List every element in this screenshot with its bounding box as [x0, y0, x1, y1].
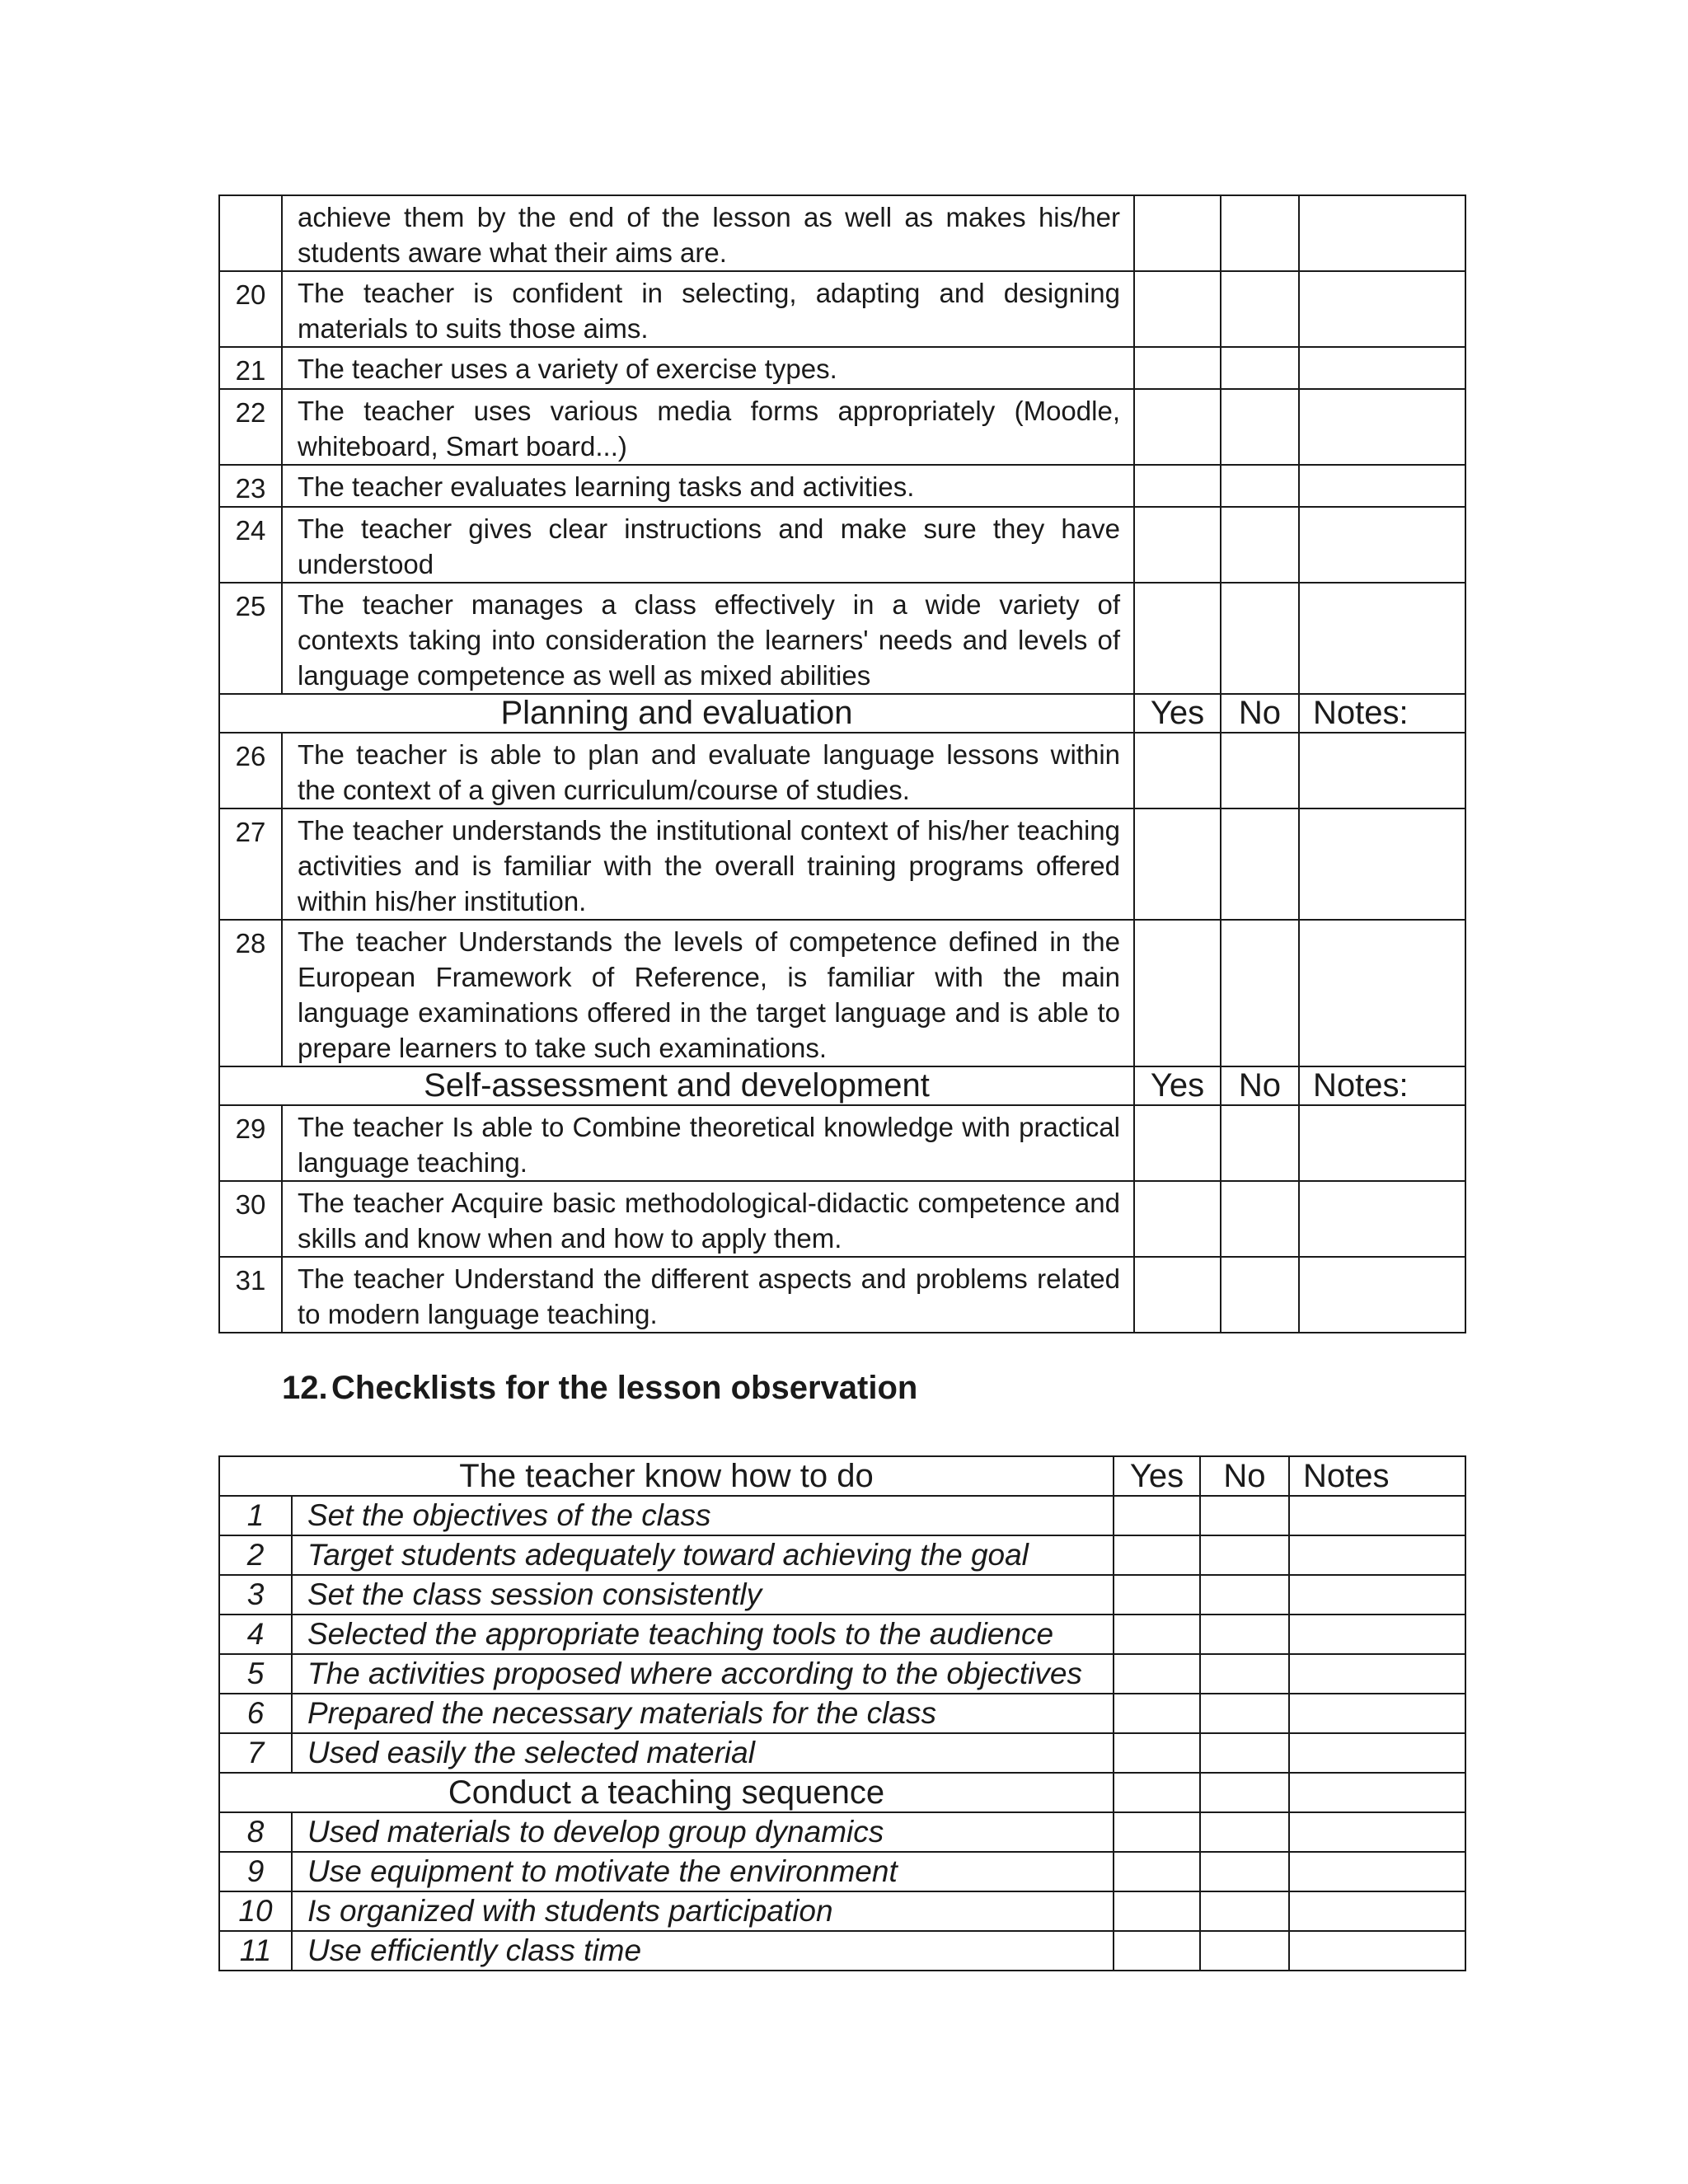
no-checkbox-cell[interactable]	[1221, 465, 1299, 507]
item-description: The teacher Is able to Combine theoretical knowledge with practical language teaching.	[282, 1105, 1134, 1181]
table-row	[219, 1812, 1465, 1852]
table-row	[219, 1535, 1465, 1575]
yes-checkbox-cell[interactable]	[1134, 507, 1221, 583]
yes-checkbox-cell[interactable]	[1134, 1181, 1221, 1257]
lesson-observation-table	[218, 1455, 1466, 1971]
item-description: The teacher Understand the different aspects and problems related to modern language teaching.	[282, 1257, 1134, 1333]
yes-column-header: Yes	[1114, 1456, 1200, 1496]
no-checkbox-cell[interactable]	[1221, 271, 1299, 347]
yes-checkbox-cell[interactable]	[1134, 1257, 1221, 1333]
yes-checkbox-cell[interactable]	[1114, 1535, 1200, 1575]
table-row	[219, 920, 1465, 1066]
notes-cell[interactable]	[1289, 1535, 1465, 1575]
item-number: 29	[219, 1105, 282, 1181]
notes-cell[interactable]	[1299, 271, 1465, 347]
yes-checkbox-cell[interactable]	[1134, 465, 1221, 507]
item-number: 26	[219, 733, 282, 808]
notes-cell[interactable]	[1299, 389, 1465, 465]
table-row	[219, 733, 1465, 808]
item-number: 25	[219, 583, 282, 694]
item-number: 22	[219, 389, 282, 465]
table-row	[219, 1105, 1465, 1181]
item-number: 31	[219, 1257, 282, 1333]
no-checkbox-cell[interactable]	[1221, 347, 1299, 389]
no-checkbox-cell[interactable]	[1200, 1852, 1289, 1891]
table-row	[219, 389, 1465, 465]
no-checkbox-cell[interactable]	[1200, 1496, 1289, 1535]
competence-checklist-table	[218, 194, 1466, 1333]
section-header-row	[219, 694, 1465, 733]
yes-checkbox-cell[interactable]	[1134, 195, 1221, 271]
notes-column-header	[1289, 1773, 1465, 1812]
item-number: 1	[219, 1496, 292, 1535]
notes-column-header: Notes:	[1299, 1066, 1465, 1105]
item-number: 7	[219, 1733, 292, 1773]
no-column-header: No	[1200, 1456, 1289, 1496]
notes-cell[interactable]	[1299, 920, 1465, 1066]
section-number: 12.	[282, 1370, 328, 1406]
item-number: 4	[219, 1615, 292, 1654]
table-row	[219, 507, 1465, 583]
section-title-cell: Planning and evaluation	[219, 694, 1134, 733]
no-column-header: No	[1221, 694, 1299, 733]
section-header-row	[219, 1456, 1465, 1496]
yes-column-header: Yes	[1134, 694, 1221, 733]
item-description: Use equipment to motivate the environment	[292, 1852, 1114, 1891]
item-description: The teacher gives clear instructions and make sure they have understood	[282, 507, 1134, 583]
item-description: The teacher Acquire basic methodological-didactic competence and skills and know when and how to apply them.	[282, 1181, 1134, 1257]
notes-cell[interactable]	[1299, 1105, 1465, 1181]
notes-cell[interactable]	[1299, 583, 1465, 694]
no-checkbox-cell[interactable]	[1221, 507, 1299, 583]
table-row	[219, 1181, 1465, 1257]
item-number: 8	[219, 1812, 292, 1852]
section-header-row	[219, 1066, 1465, 1105]
no-checkbox-cell[interactable]	[1200, 1615, 1289, 1654]
yes-checkbox-cell[interactable]	[1114, 1852, 1200, 1891]
item-description: Set the objectives of the class	[292, 1496, 1114, 1535]
table-row	[219, 1694, 1465, 1733]
no-checkbox-cell[interactable]	[1221, 920, 1299, 1066]
yes-checkbox-cell[interactable]	[1114, 1733, 1200, 1773]
no-checkbox-cell[interactable]	[1200, 1575, 1289, 1615]
notes-column-header: Notes:	[1299, 694, 1465, 733]
table-row	[219, 1615, 1465, 1654]
yes-checkbox-cell[interactable]	[1114, 1694, 1200, 1733]
item-number	[219, 195, 282, 271]
item-description: The teacher understands the institutional context of his/her teaching activities and is familiar with the overall training programs offered within his/her institution.	[282, 808, 1134, 920]
yes-checkbox-cell[interactable]	[1134, 808, 1221, 920]
yes-checkbox-cell[interactable]	[1114, 1812, 1200, 1852]
item-description: Target students adequately toward achieving the goal	[292, 1535, 1114, 1575]
no-column-header: No	[1221, 1066, 1299, 1105]
section-title: Checklists for the lesson observation	[331, 1370, 918, 1406]
table-row	[219, 808, 1465, 920]
table-row	[219, 271, 1465, 347]
table-row	[219, 1575, 1465, 1615]
no-checkbox-cell[interactable]	[1200, 1931, 1289, 1971]
notes-cell[interactable]	[1289, 1496, 1465, 1535]
section-title-cell: Self-assessment and development	[219, 1066, 1134, 1105]
section-header-row	[219, 1773, 1465, 1812]
notes-cell[interactable]	[1289, 1931, 1465, 1971]
table-row	[219, 1257, 1465, 1333]
notes-cell[interactable]	[1289, 1575, 1465, 1615]
notes-cell[interactable]	[1299, 347, 1465, 389]
no-checkbox-cell[interactable]	[1221, 389, 1299, 465]
table-row	[219, 195, 1465, 271]
section-title-cell: Conduct a teaching sequence	[219, 1773, 1114, 1812]
table-row	[219, 1654, 1465, 1694]
yes-checkbox-cell[interactable]	[1134, 347, 1221, 389]
table-row	[219, 1931, 1465, 1971]
item-description: Is organized with students participation	[292, 1891, 1114, 1931]
notes-cell[interactable]	[1299, 808, 1465, 920]
yes-checkbox-cell[interactable]	[1114, 1575, 1200, 1615]
yes-checkbox-cell[interactable]	[1134, 1105, 1221, 1181]
section-heading	[282, 1368, 917, 1408]
yes-column-header: Yes	[1134, 1066, 1221, 1105]
item-description: The activities proposed where according to the objectives	[292, 1654, 1114, 1694]
notes-cell[interactable]	[1289, 1891, 1465, 1931]
notes-cell[interactable]	[1299, 507, 1465, 583]
table-row	[219, 465, 1465, 507]
item-description: Selected the appropriate teaching tools to the audience	[292, 1615, 1114, 1654]
yes-column-header	[1114, 1773, 1200, 1812]
table-row	[219, 1891, 1465, 1931]
yes-checkbox-cell[interactable]	[1134, 389, 1221, 465]
table-row	[219, 1733, 1465, 1773]
no-checkbox-cell[interactable]	[1221, 733, 1299, 808]
item-description: achieve them by the end of the lesson as well as makes his/her students aware what their aims are.	[282, 195, 1134, 271]
no-checkbox-cell[interactable]	[1200, 1694, 1289, 1733]
no-checkbox-cell[interactable]	[1221, 1181, 1299, 1257]
no-checkbox-cell[interactable]	[1200, 1654, 1289, 1694]
notes-cell[interactable]	[1299, 195, 1465, 271]
no-checkbox-cell[interactable]	[1200, 1733, 1289, 1773]
item-description: The teacher is confident in selecting, adapting and designing materials to suits those aims.	[282, 271, 1134, 347]
notes-cell[interactable]	[1289, 1654, 1465, 1694]
notes-cell[interactable]	[1299, 1257, 1465, 1333]
item-description: Set the class session consistently	[292, 1575, 1114, 1615]
item-number: 5	[219, 1654, 292, 1694]
item-description: The teacher Understands the levels of competence defined in the European Framework of Reference, is familiar with the main language examinations offered in the target language and is able to prepare learners to take such examinations.	[282, 920, 1134, 1066]
no-checkbox-cell[interactable]	[1221, 195, 1299, 271]
item-description: The teacher uses various media forms appropriately (Moodle, whiteboard, Smart board...)	[282, 389, 1134, 465]
yes-checkbox-cell[interactable]	[1134, 583, 1221, 694]
item-number: 9	[219, 1852, 292, 1891]
item-number: 20	[219, 271, 282, 347]
yes-checkbox-cell[interactable]	[1114, 1496, 1200, 1535]
yes-checkbox-cell[interactable]	[1114, 1931, 1200, 1971]
item-number: 24	[219, 507, 282, 583]
item-description: The teacher manages a class effectively in a wide variety of contexts taking into consideration the learners' needs and levels of language competence as well as mixed abilities	[282, 583, 1134, 694]
no-column-header	[1200, 1773, 1289, 1812]
notes-cell[interactable]	[1299, 1181, 1465, 1257]
item-number: 6	[219, 1694, 292, 1733]
notes-cell[interactable]	[1299, 465, 1465, 507]
no-checkbox-cell[interactable]	[1221, 583, 1299, 694]
no-checkbox-cell[interactable]	[1221, 1105, 1299, 1181]
item-number: 2	[219, 1535, 292, 1575]
item-description: The teacher is able to plan and evaluate language lessons within the context of a given curriculum/course of studies.	[282, 733, 1134, 808]
item-number: 23	[219, 465, 282, 507]
item-number: 21	[219, 347, 282, 389]
yes-checkbox-cell[interactable]	[1134, 920, 1221, 1066]
item-description: The teacher evaluates learning tasks and activities.	[282, 465, 1134, 507]
table-row	[219, 583, 1465, 694]
notes-cell[interactable]	[1299, 733, 1465, 808]
notes-cell[interactable]	[1289, 1694, 1465, 1733]
item-number: 30	[219, 1181, 282, 1257]
notes-cell[interactable]	[1289, 1812, 1465, 1852]
item-description: Used easily the selected material	[292, 1733, 1114, 1773]
no-checkbox-cell[interactable]	[1221, 1257, 1299, 1333]
notes-cell[interactable]	[1289, 1733, 1465, 1773]
notes-cell[interactable]	[1289, 1615, 1465, 1654]
item-description: Used materials to develop group dynamics	[292, 1812, 1114, 1852]
item-description: Prepared the necessary materials for the class	[292, 1694, 1114, 1733]
yes-checkbox-cell[interactable]	[1134, 733, 1221, 808]
no-checkbox-cell[interactable]	[1200, 1891, 1289, 1931]
yes-checkbox-cell[interactable]	[1114, 1891, 1200, 1931]
table-row	[219, 1496, 1465, 1535]
yes-checkbox-cell[interactable]	[1134, 271, 1221, 347]
yes-checkbox-cell[interactable]	[1114, 1654, 1200, 1694]
item-number: 3	[219, 1575, 292, 1615]
no-checkbox-cell[interactable]	[1221, 808, 1299, 920]
item-description: The teacher uses a variety of exercise types.	[282, 347, 1134, 389]
notes-cell[interactable]	[1289, 1852, 1465, 1891]
item-number: 10	[219, 1891, 292, 1931]
table-row	[219, 347, 1465, 389]
section-title-cell: The teacher know how to do	[219, 1456, 1114, 1496]
item-number: 11	[219, 1931, 292, 1971]
yes-checkbox-cell[interactable]	[1114, 1615, 1200, 1654]
item-number: 27	[219, 808, 282, 920]
table-row	[219, 1852, 1465, 1891]
item-number: 28	[219, 920, 282, 1066]
item-description: Use efficiently class time	[292, 1931, 1114, 1971]
no-checkbox-cell[interactable]	[1200, 1535, 1289, 1575]
no-checkbox-cell[interactable]	[1200, 1812, 1289, 1852]
notes-column-header: Notes	[1289, 1456, 1465, 1496]
